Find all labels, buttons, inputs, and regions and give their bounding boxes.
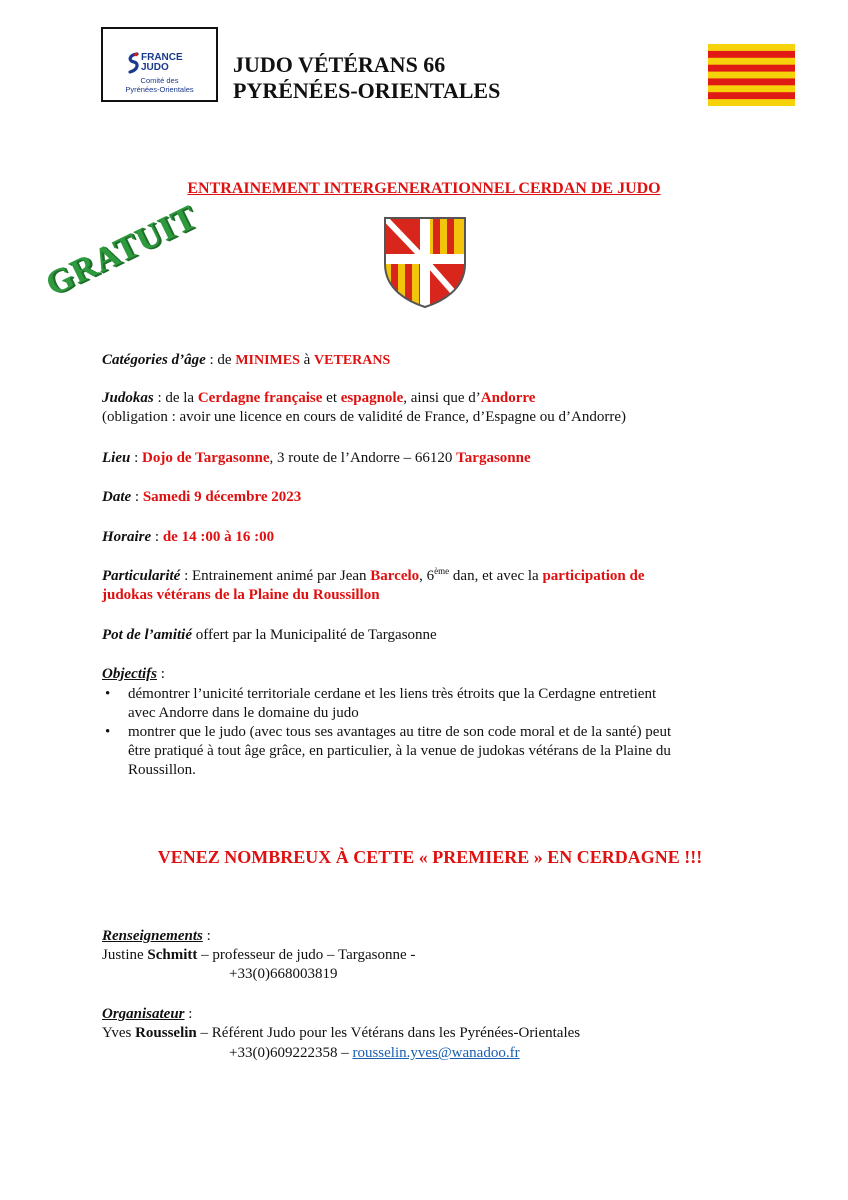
event-title: ENTRAINEMENT INTERGENERATIONNEL CERDAN DE JUDO bbox=[187, 180, 661, 197]
particularite-sup: ème bbox=[434, 566, 450, 576]
date-label: Date bbox=[102, 489, 132, 505]
renseignements-contact bbox=[102, 946, 415, 965]
cerdagne-coat-of-arms-icon bbox=[381, 214, 469, 310]
objective-1-line-1: démontrer l’unicité territoriale cerdane et les liens très étroits que la Cerdagne entretient bbox=[128, 686, 657, 702]
catalan-flag-icon bbox=[708, 44, 795, 106]
particularite-line bbox=[102, 567, 762, 586]
categories-line bbox=[102, 351, 390, 370]
judokas-line bbox=[102, 389, 535, 408]
lieu-line bbox=[102, 449, 531, 468]
categories-label: Catégories d’âge bbox=[102, 352, 206, 368]
contact-phone: +33(0)668003819 bbox=[229, 966, 338, 982]
horaire-label: Horaire bbox=[102, 529, 152, 545]
logo-text-judo: JUDO bbox=[141, 62, 169, 73]
pot-text: offert par la Municipalité de Targasonne bbox=[191, 627, 437, 643]
date-value: Samedi 9 décembre 2023 bbox=[142, 489, 302, 505]
objectives-label: Objectifs bbox=[102, 666, 157, 682]
lieu-town: Targasonne bbox=[456, 450, 531, 466]
categories-to: VETERANS bbox=[314, 353, 391, 368]
contact-role: – professeur de judo – Targasonne - bbox=[197, 947, 416, 963]
date-sep: : bbox=[131, 489, 143, 505]
organisateur-contact bbox=[102, 1024, 580, 1043]
contact-last-name: Schmitt bbox=[147, 947, 198, 963]
organizer-last-name: Rousselin bbox=[135, 1025, 197, 1041]
categories-from: MINIMES bbox=[235, 353, 300, 368]
horaire-line bbox=[102, 528, 274, 547]
date-line bbox=[102, 488, 301, 507]
particularite-label: Particularité bbox=[102, 568, 181, 584]
renseignements-heading bbox=[102, 927, 211, 946]
renseignements-label: Renseignements bbox=[102, 928, 203, 944]
france-judo-emblem-icon bbox=[127, 52, 139, 74]
particularite-text-2: , 6 bbox=[419, 568, 435, 584]
particularite-line-2: judokas vétérans de la Plaine du Roussillon bbox=[102, 587, 380, 603]
france-judo-logo bbox=[101, 27, 218, 102]
horaire-value: de 14 :00 à 16 :00 bbox=[162, 529, 275, 545]
particularite-coach: Barcelo bbox=[370, 568, 420, 584]
categories-mid: à bbox=[299, 352, 315, 368]
pot-line bbox=[102, 626, 437, 645]
objective-item-2 bbox=[102, 723, 762, 780]
logo-text-france: FRANCE bbox=[141, 52, 183, 63]
categories-sep: : de bbox=[205, 352, 236, 368]
objectives-list bbox=[102, 685, 762, 780]
organizer-first-name: Yves bbox=[102, 1025, 136, 1041]
judokas-region-1: Cerdagne française bbox=[197, 390, 323, 406]
header-title-line1: JUDO VÉTÉRANS 66 bbox=[233, 52, 446, 77]
organisateur-heading bbox=[102, 1005, 192, 1024]
horaire-sep: : bbox=[151, 529, 163, 545]
lieu-address: , 3 route de l’Andorre – 66120 bbox=[269, 450, 457, 466]
objectives-sep: : bbox=[156, 666, 165, 682]
particularite-text-1: : Entrainement animé par Jean bbox=[180, 568, 371, 584]
renseignements-sep: : bbox=[202, 928, 211, 944]
judokas-text-3: , ainsi que d’ bbox=[403, 390, 481, 406]
judokas-note: (obligation : avoir une licence en cours de validité de France, d’Espagne ou d’Andorre) bbox=[102, 409, 626, 425]
judokas-text-2: et bbox=[322, 390, 341, 406]
organizer-phone: +33(0)609222358 – bbox=[229, 1045, 353, 1061]
judokas-text-1: : de la bbox=[153, 390, 198, 406]
objective-1-line-2: avec Andorre dans le domaine du judo bbox=[128, 705, 359, 721]
objective-2-line-3: Roussillon. bbox=[128, 762, 196, 778]
organizer-email-link[interactable]: rousselin.yves@wanadoo.fr bbox=[352, 1045, 520, 1061]
judokas-region-3: Andorre bbox=[480, 390, 536, 406]
lieu-dojo: Dojo de Targasonne bbox=[142, 450, 270, 466]
organizer-role: – Référent Judo pour les Vétérans dans les Pyrénées-Orientales bbox=[196, 1025, 581, 1041]
judokas-region-2: espagnole bbox=[340, 390, 404, 406]
organisateur-sep: : bbox=[184, 1006, 193, 1022]
header-title-line2: PYRÉNÉES-ORIENTALES bbox=[233, 78, 501, 103]
particularite-text-3: dan, et avec la bbox=[449, 568, 543, 584]
objectives-heading bbox=[102, 665, 165, 684]
organizer-phone-line bbox=[229, 1044, 520, 1063]
objective-item-1 bbox=[102, 685, 762, 723]
pot-label: Pot de l’amitié bbox=[102, 627, 192, 643]
organisateur-label: Organisateur bbox=[102, 1006, 185, 1022]
logo-text-comite: Comité des bbox=[140, 76, 179, 85]
lieu-label: Lieu bbox=[102, 450, 131, 466]
particularite-participation: participation de bbox=[542, 568, 645, 584]
objective-2-line-2: être pratiqué à tout âge grâce, en particulier, à la venue de judokas vétérans de la Plaine du bbox=[128, 743, 671, 759]
call-to-action: VENEZ NOMBREUX À CETTE « PREMIERE » EN CERDAGNE !!! bbox=[157, 847, 703, 867]
lieu-sep: : bbox=[130, 450, 143, 466]
contact-first-name: Justine bbox=[102, 947, 148, 963]
judokas-label: Judokas bbox=[102, 390, 154, 406]
objective-2-line-1: montrer que le judo (avec tous ses avantages au titre de son code moral et de la santé) peut bbox=[128, 724, 672, 740]
free-stamp: GRATUIT bbox=[40, 198, 203, 304]
logo-text-region: Pyrénées-Orientales bbox=[125, 85, 194, 94]
